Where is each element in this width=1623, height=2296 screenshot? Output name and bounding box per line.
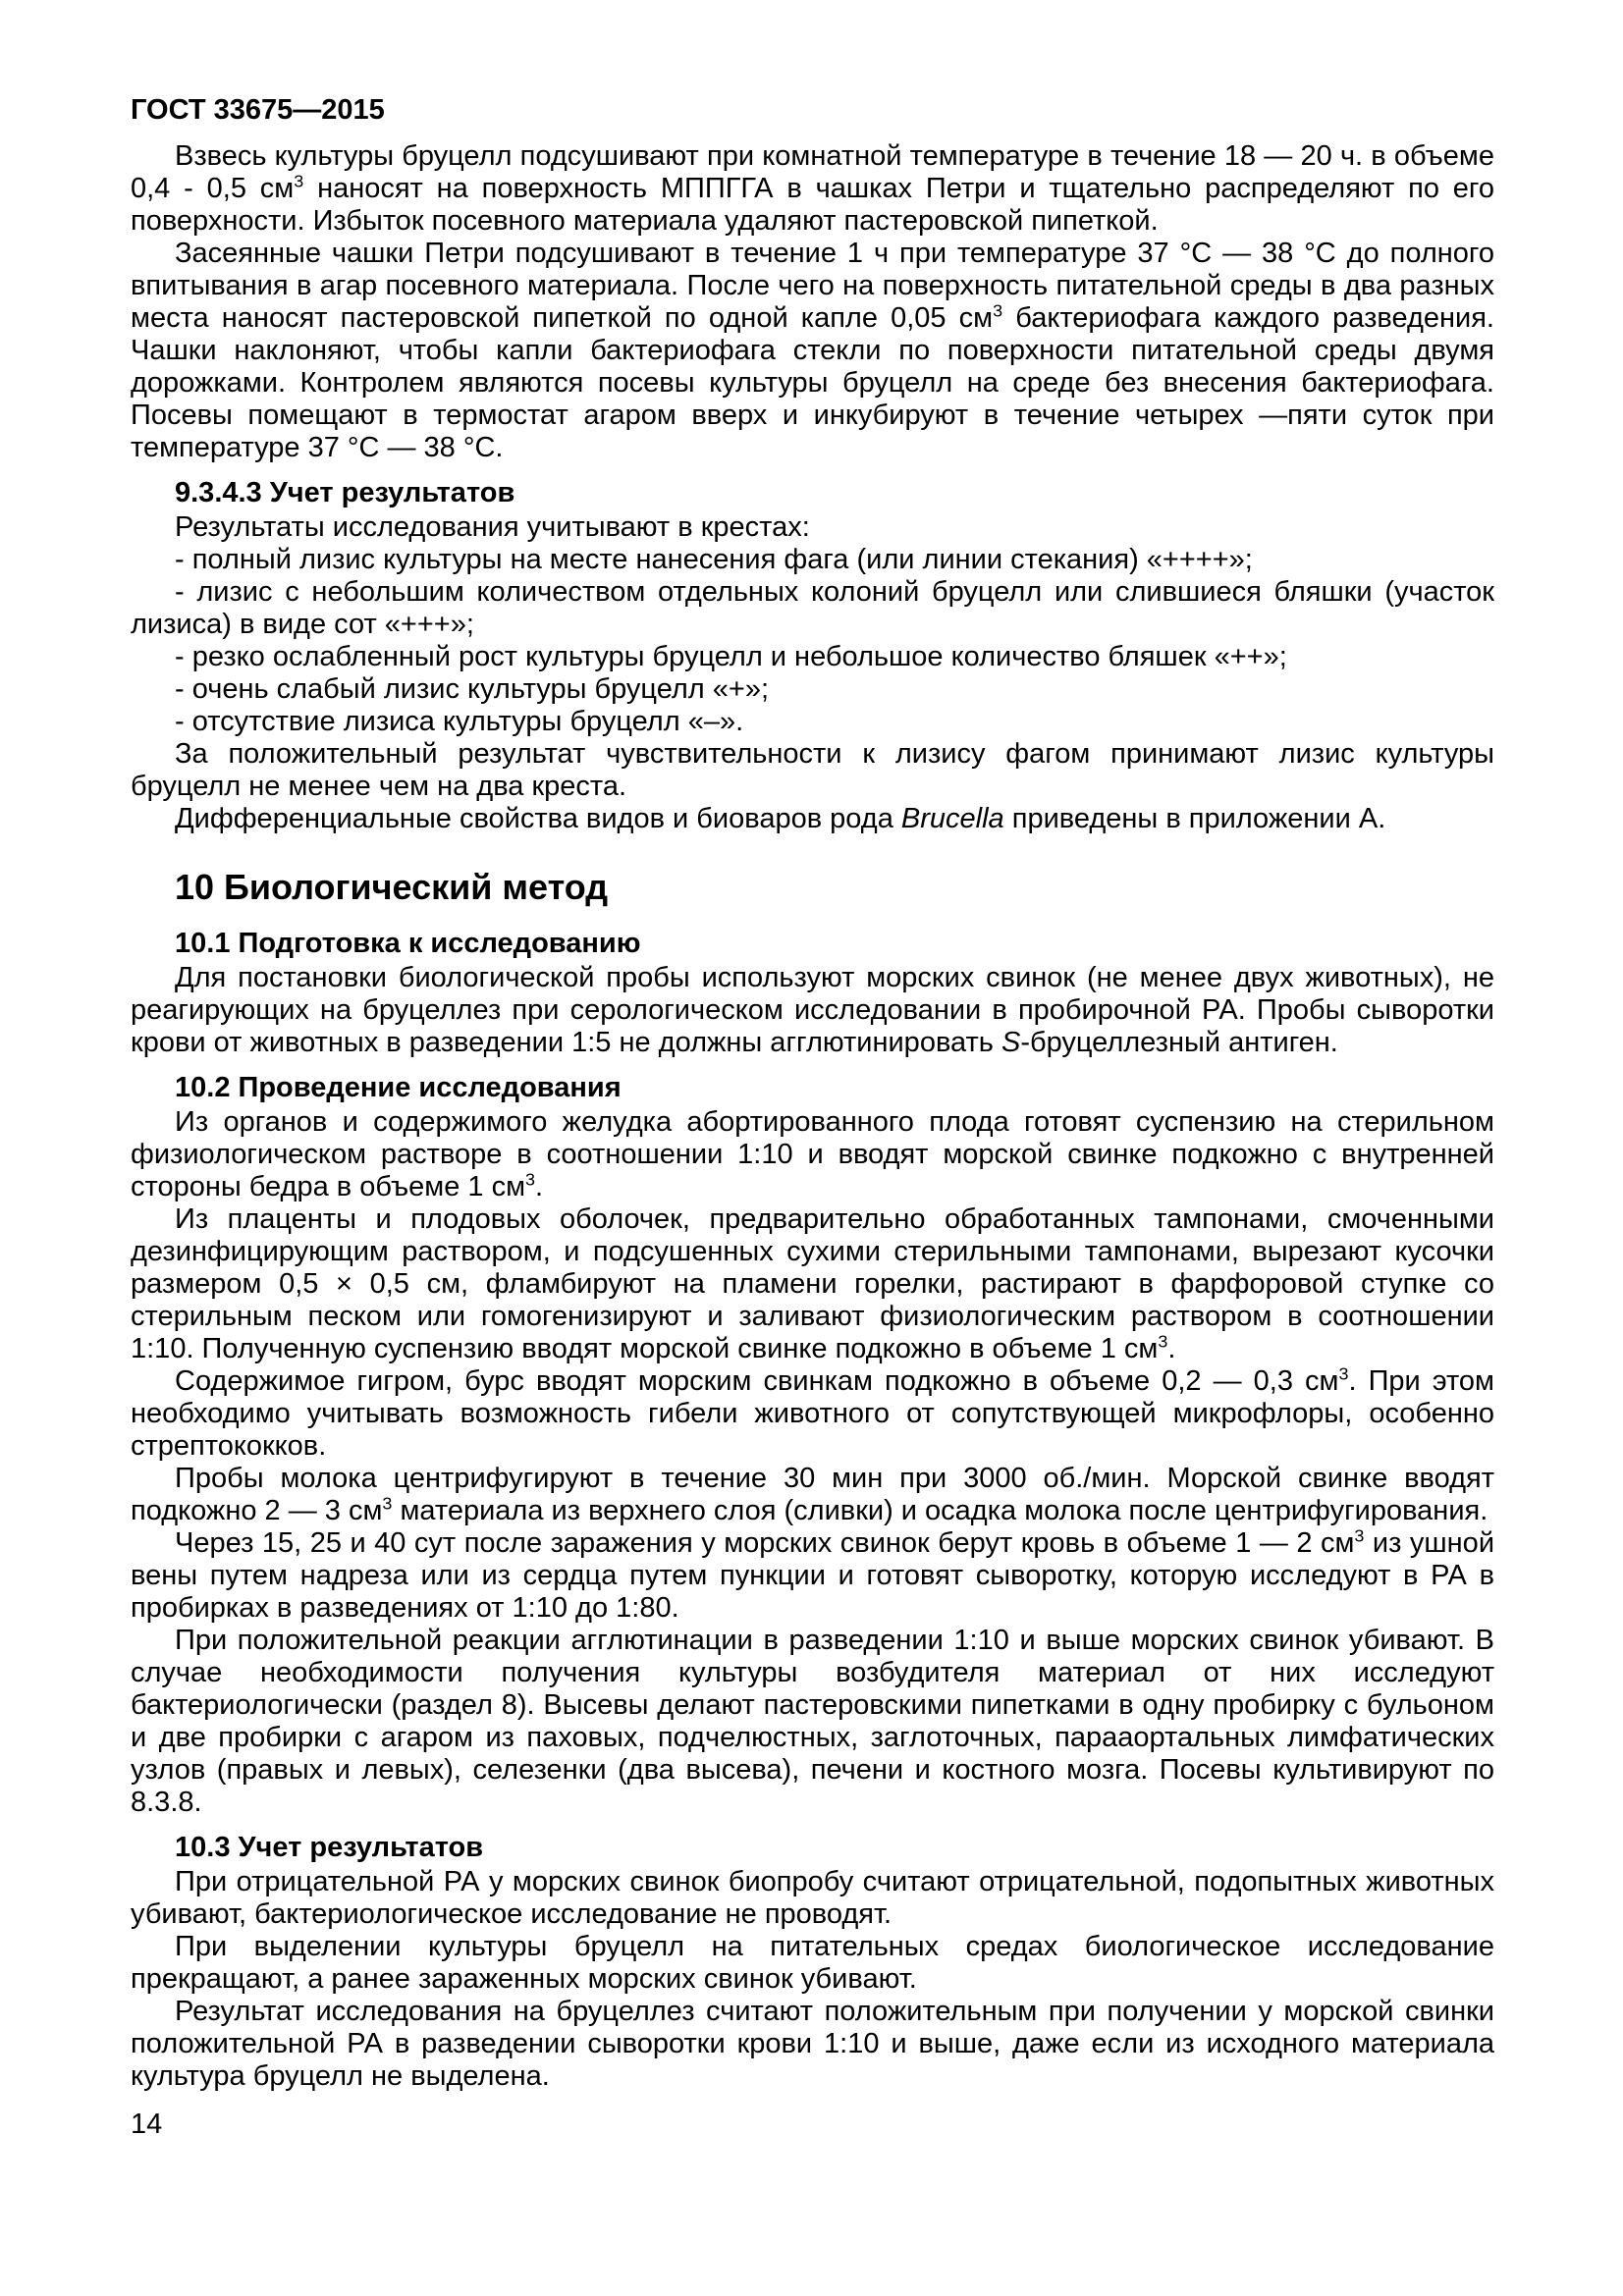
paragraph: Результат исследования на бруцеллез считают положительным при получении у морской свинки положительной РА в разведении сыворотки крови 1:10 и выше, даже если из исходного материала культура бруцелл не выделена. xyxy=(131,1996,1494,2092)
paragraph: При положительной реакции агглютинации в разведении 1:10 и выше морских свинок убивают. В случае необходимости получения культуры возбудителя материал от них исследуют бактериологически (раздел 8). Высевы делают пастеровскими пипетками в одну пробирку с бульоном и две пробирки с агаром из паховых, подчелюстных, заглоточных, парааортальных лимфатических узлов (правых и левых), селезенки (два высева), печени и костного мозга. Посевы культивируют по 8.3.8. xyxy=(131,1625,1494,1818)
paragraph: За положительный результат чувствительности к лизису фагом принимают лизис культуры бруцелл не менее чем на два креста. xyxy=(131,738,1494,802)
heading-10-biological-method: 10 Биологический метод xyxy=(175,867,609,907)
paragraph: При выделении культуры бруцелл на питательных средах биологическое исследование прекращают, а ранее зараженных морских свинок убивают. xyxy=(131,1931,1494,1995)
paragraph: Из органов и содержимого желудка абортированного плода готовят суспензию на стерильном физиологическом растворе в соотношении 1:10 и вводят морской свинке подкожно с внутренней стороны бедра в объеме 1 $см^3$. xyxy=(131,1106,1494,1202)
list-item: - резко ослабленный рост культуры бруцелл и небольшое количество бляшек «++»; xyxy=(175,641,1287,672)
list-item: - лизис с небольшим количеством отдельных колоний бруцелл или слившиеся бляшки (участок лизиса) в виде сот «+++»; xyxy=(131,576,1494,640)
list-item: - полный лизис культуры на месте нанесения фага (или линии стекания) «++++»; xyxy=(175,544,1253,575)
page-number: 14 xyxy=(131,2109,163,2140)
paragraph: Через 15, 25 и 40 сут после заражения у морских свинок берут кровь в объеме 1 — 2 $см^3$ из ушной вены путем надреза или из сердца путем пункции и готовят сыворотку, которую исследуют в РА в пробирках в разведениях от 1:10 до 1:80. xyxy=(131,1525,1495,1624)
paragraph: Дифференциальные свойства видов и биоваров рода Brucella приведены в приложении А. xyxy=(175,803,1386,834)
paragraph: Взвесь культуры бруцелл подсушивают при комнатной температуре в течение 18 — 20 ч. в объеме 0,4 - 0,5 $см^3$ наносят на поверхность МППГГА в чашках Петри и тщательно распределяют по его поверхности. Избыток посевного материала удаляют пастеровской пипеткой. xyxy=(131,140,1494,237)
heading-9-3-4-3-results: 9.3.4.3 Учет результатов xyxy=(175,477,515,508)
document-body xyxy=(131,140,1494,2093)
paragraph: Засеянные чашки Петри подсушивают в течение 1 ч при температуре 37 °С — 38 °С до полного впитывания в агар посевного материала. После чего на поверхность питательной среды в два разных места наносят пастеровской пипеткой по одной капле 0,05 $см^3$ бактериофага каждого разведения. Чашки наклоняют, чтобы капли бактериофага стекли по поверхности питательной среды двумя дорожками. Контролем являются посевы культуры бруцелл на среде без внесения бактериофага. Посевы помещают в термостат агаром вверх и инкубируют в течение четырех —пяти суток при температуре 37 °С — 38 °С. xyxy=(131,238,1494,463)
paragraph: Из плаценты и плодовых оболочек, предварительно обработанных тампонами, смоченными дезинфицирующим раствором, и подсушенных сухими стерильными тампонами, вырезают кусочки размером 0,5 × 0,5 см, фламбируют на пламени горелки, растирают в фарфоровой ступке со стерильным песком или гомогенизируют и заливают физиологическим раствором в соотношении 1:10. Полученную суспензию вводят морской свинке подкожно в объеме 1 $см^3$. xyxy=(131,1203,1494,1364)
list-item: - отсутствие лизиса культуры бруцелл «–». xyxy=(175,706,744,737)
paragraph: При отрицательной РА у морских свинок биопробу считают отрицательной, подопытных животных убивают, бактериологическое исследование не проводят. xyxy=(131,1866,1494,1930)
heading-10-3-results: 10.3 Учет результатов xyxy=(175,1832,484,1863)
heading-10-1-preparation: 10.1 Подготовка к исследованию xyxy=(175,928,641,959)
paragraph: Содержимое гигром, бурс вводят морским свинкам подкожно в объеме 0,2 — 0,3 $см^3$. При этом необходимо учитывать возможность гибели животного от сопутствующей микрофлоры, особенно стрептококков. xyxy=(131,1363,1494,1462)
heading-10-2-procedure: 10.2 Проведение исследования xyxy=(175,1072,622,1103)
paragraph: Для постановки биологической пробы используют морских свинок (не менее двух животных), не реагирующих на бруцеллез при серологическом исследовании в пробирочной РА. Пробы сыворотки крови от животных в разведении 1:5 не должны агглютинировать S-бруцеллезный антиген. xyxy=(131,962,1494,1058)
paragraph: Пробы молока центрифугируют в течение 30 мин при 3000 об./мин. Морской свинке вводят подкожно 2 — 3 $см^3$ материала из верхнего слоя (сливки) и осадка молока после центрифугирования. xyxy=(131,1463,1494,1526)
list-item: - очень слабый лизис культуры бруцелл «+»; xyxy=(175,673,770,705)
standard-number: ГОСТ 33675—2015 xyxy=(131,94,385,126)
paragraph: Результаты исследования учитывают в крестах: xyxy=(175,511,810,543)
